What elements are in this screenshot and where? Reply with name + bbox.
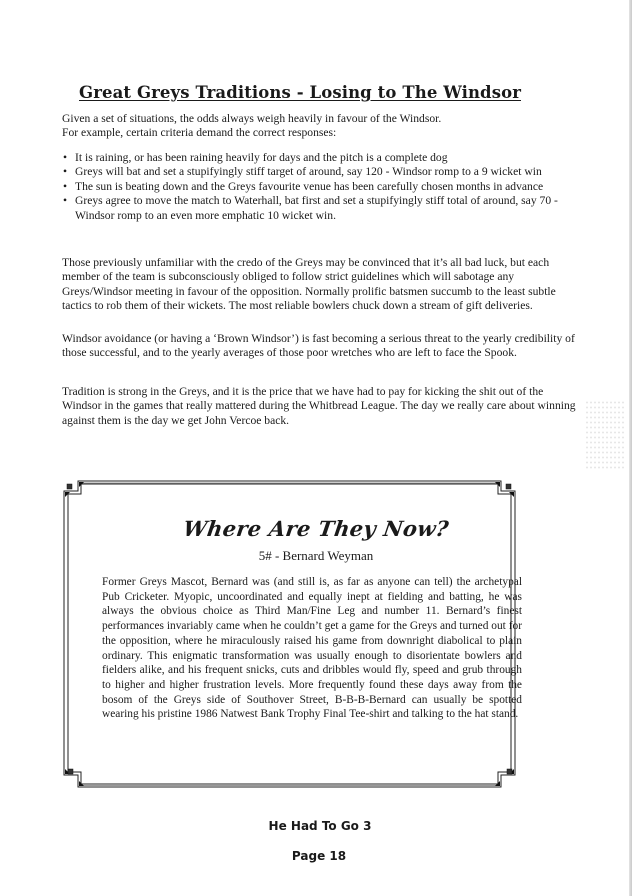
list-item-text: It is raining, or has been raining heavily for days and the pitch is a complete dog: [75, 151, 448, 164]
paragraph-credo: Those previously unfamiliar with the credo of the Greys may be convinced that it’s all bad luck, but each member of the team is subconsciously obliged to follow strict guidelines which will sabotage any Greys/Windsor meeting in favour of the opposition. Normally prolific batsmen succumb to the least subtle tactics to rob them of their wickets. The most reliable bowlers chuck down a stream of gift deliveries.: [62, 256, 556, 313]
list-item: [62, 151, 582, 165]
list-item: [62, 165, 582, 179]
paragraph-tradition: Tradition is strong in the Greys, and it is the price that we have had to pay for kicking the shit out of the Windsor in the games that really mattered during the Whitbread League. The day we really care about winning against them is the day we get John Vercoe back.: [62, 385, 576, 427]
publication-title: He Had To Go 3: [268, 819, 372, 833]
intro-line-2: For example, certain criteria demand the correct responses:: [62, 126, 337, 140]
intro-paragraph: [62, 112, 582, 141]
page-number: Page 18: [291, 849, 347, 863]
list-item-text: Greys agree to move the match to Waterhall, bat first and set a stupifyingly stiff total of around, say 70 - Windsor romp to an even more emphatic 10 wicket win.: [75, 194, 558, 222]
bullet-icon: •: [63, 194, 68, 208]
feature-heading: Where Are They Now?: [181, 516, 451, 541]
bullet-icon: •: [63, 165, 68, 179]
article-title: Great Greys Traditions - Losing to The Windsor: [79, 83, 521, 102]
feature-body: Former Greys Mascot, Bernard was (and still is, as far as anyone can tell) the archetypal Pub Cricketer. Myopic, uncoordinated and equally inept at fielding and batting, he was always the obvious choice as Third Man/Fine Leg and number 11. Bernard’s finest performances invariably came when he couldn’t get a game for the Greys and turned out for the opposition, where he miraculously raised his game from downright diabolical to plain ordinary. This enigmatic transformation was usually enough to disorientate bowlers and fielders alike, and his frequent snicks, cuts and dribbles would fly, speed and grub through to higher and higher frustration levels. More frequently found these days away from the bosom of the Greys side of Southover Street, B-B-B-Bernard can usually be spotted wearing his pristine 1986 Natwest Bank Trophy Final Tee-shirt and talking to the hat stand.: [102, 576, 522, 721]
list-item: [62, 194, 582, 223]
criteria-list: [62, 151, 582, 223]
list-item-text: Greys will bat and set a stupifyingly stiff target of around, say 120 - Windsor romp to a 9 wicket win: [75, 165, 542, 179]
bullet-icon: •: [63, 151, 68, 164]
bullet-icon: •: [63, 179, 68, 193]
scan-speckle: [585, 400, 625, 470]
feature-subheading: 5# - Bernard Weyman: [258, 548, 374, 563]
intro-line-1: Given a set of situations, the odds always weigh heavily in favour of the Windsor.: [62, 112, 442, 125]
paragraph-avoidance: Windsor avoidance (or having a ‘Brown Windsor’) is fast becoming a serious threat to the yearly credibility of those successful, and to the yearly averages of those poor wretches who are left to face the Spook.: [62, 332, 575, 360]
list-item-text: The sun is beating down and the Greys favourite venue has been carefully chosen months in advance: [75, 179, 544, 193]
list-item: [62, 180, 582, 194]
